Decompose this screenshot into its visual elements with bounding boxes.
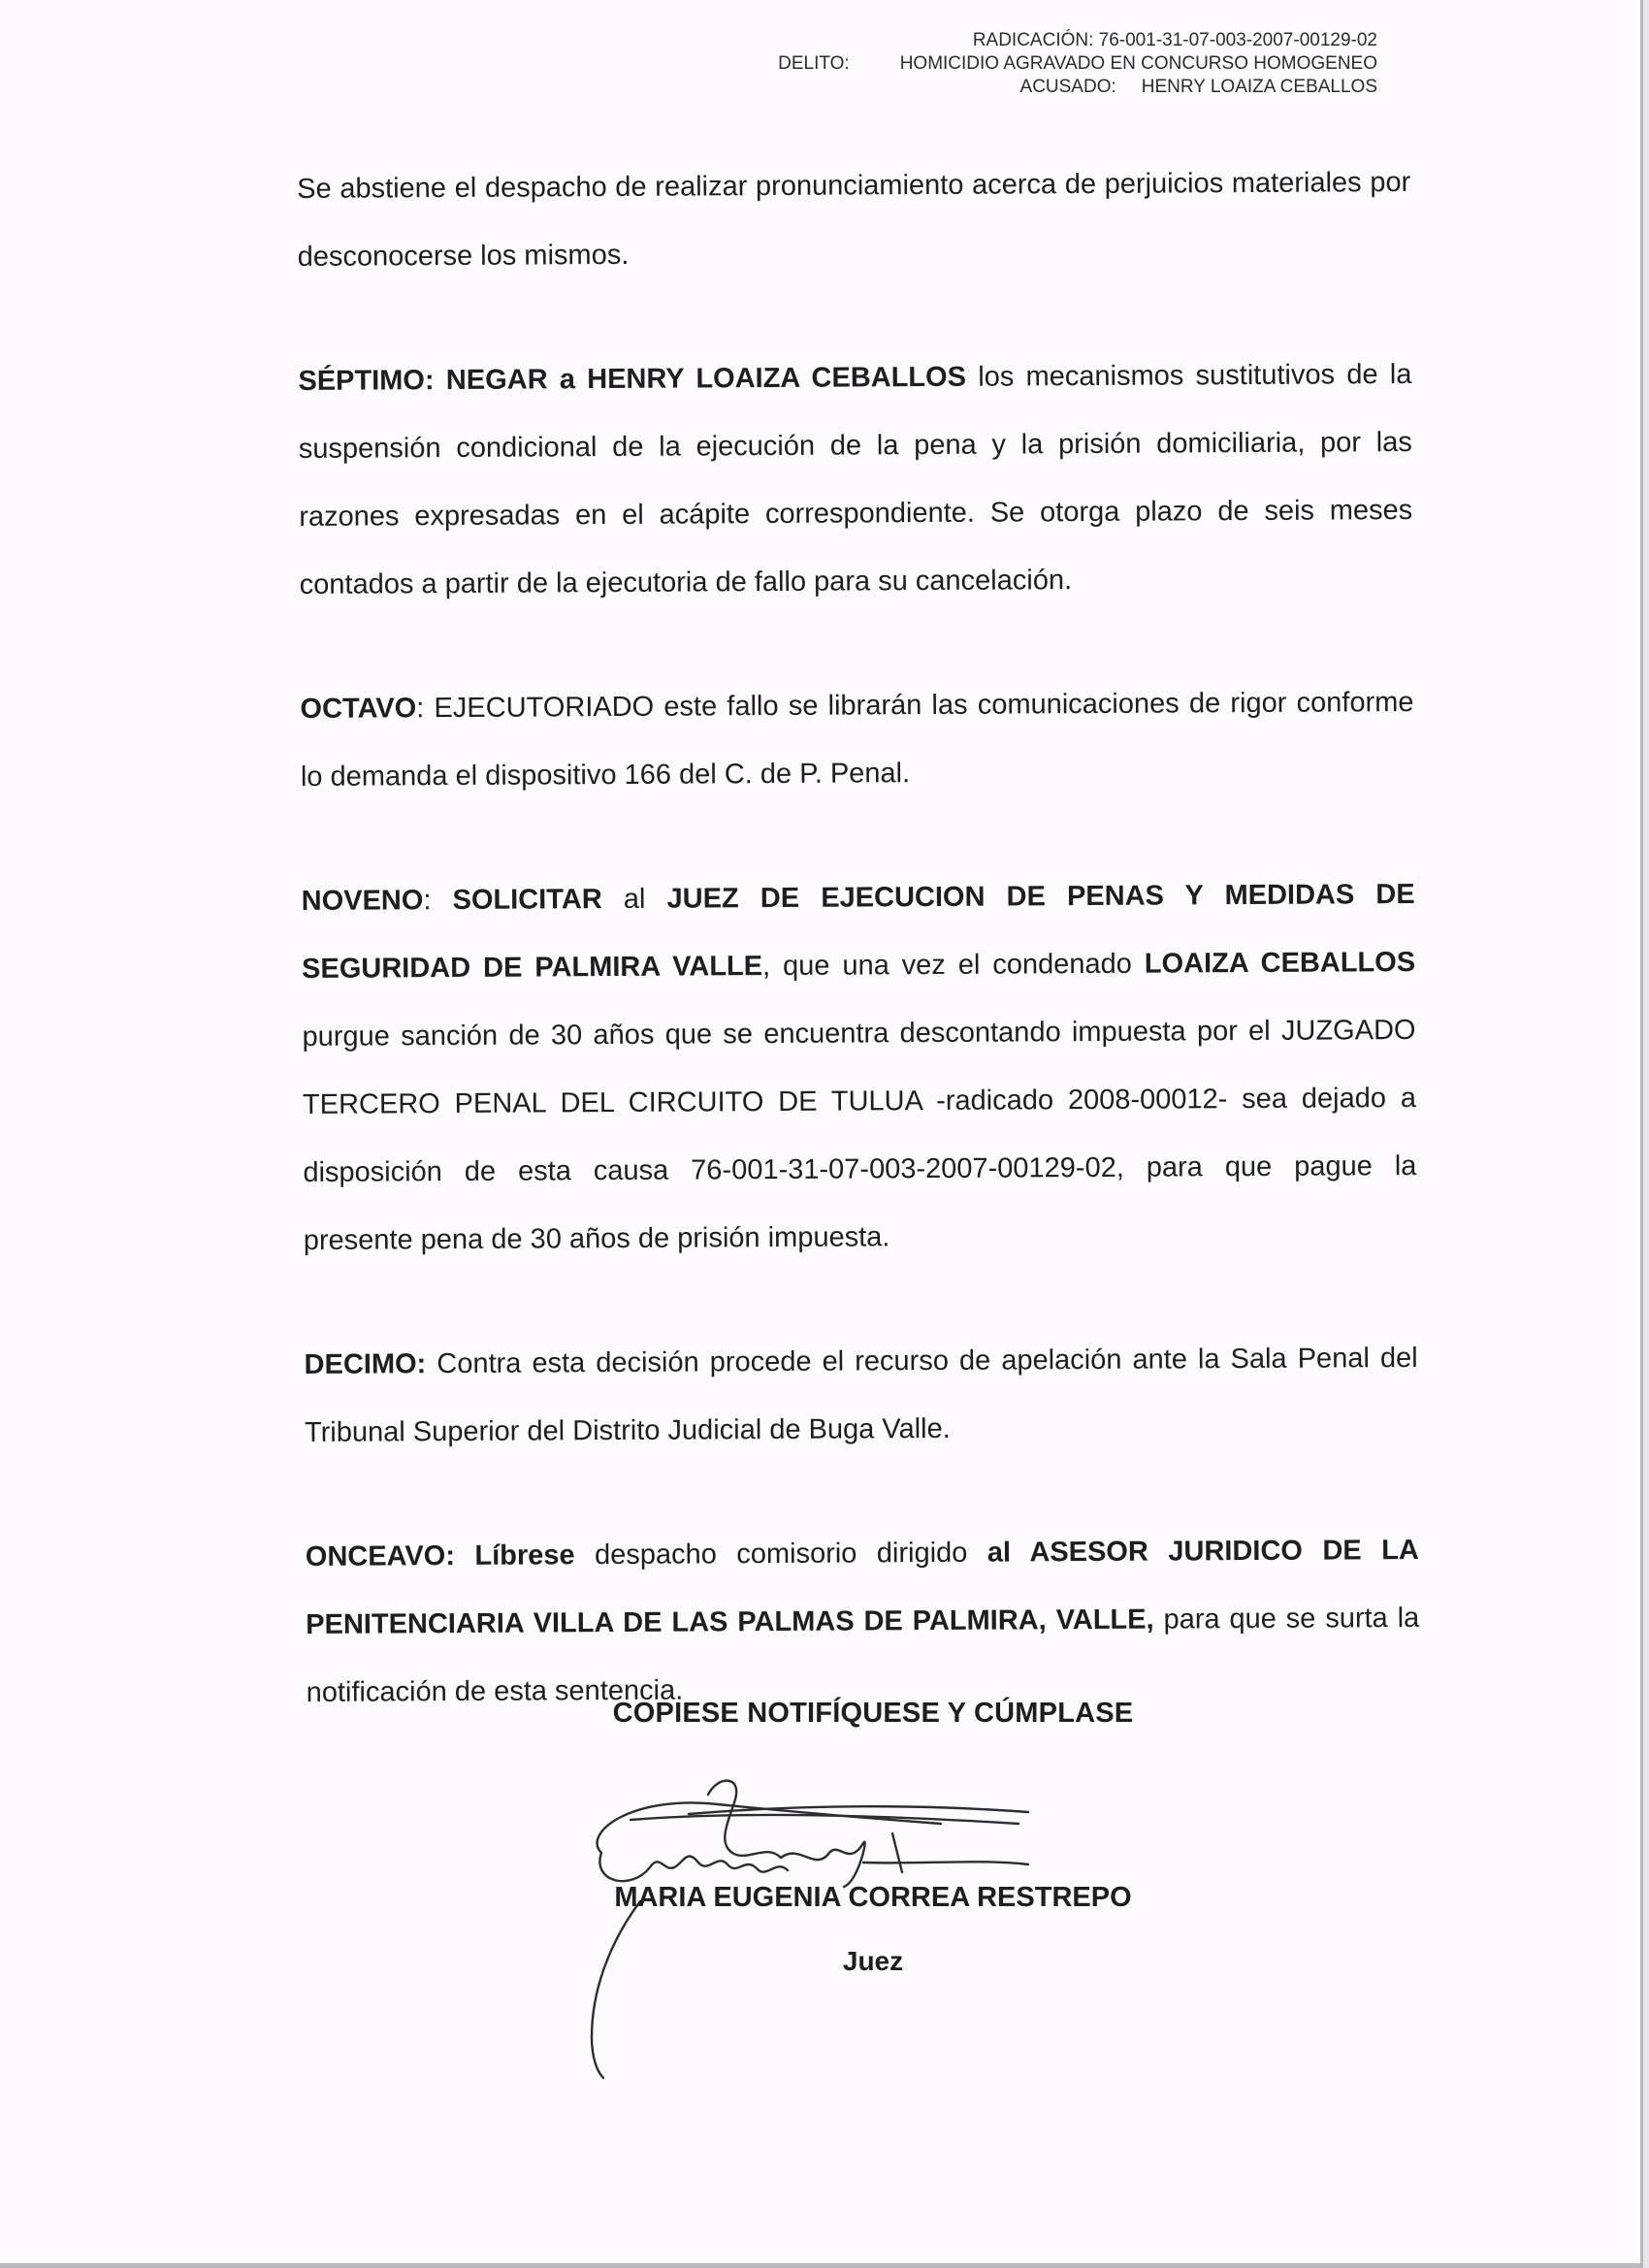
closing-formula: COPIESE NOTIFÍQUESE Y CÚMPLASE (612, 1698, 1134, 1729)
radicacion-text: RADICACIÓN: 76-001-31-07-003-2007-00129-02 (972, 30, 1377, 50)
acusado-label: ACUSADO: (1019, 77, 1116, 97)
page-edge-shadow (1640, 0, 1643, 2268)
octavo-heading: OCTAVO (300, 693, 417, 725)
noveno-solicitar: SOLICITAR (452, 884, 602, 917)
delito-label: DELITO: (778, 53, 850, 74)
octavo-text: : EJECUTORIADO este fallo se librarán las comunicaciones de rigor conforme lo demanda el dispositivo 166 del C. de P. Penal. (300, 686, 1414, 793)
onceavo-heading: ONCEAVO: Líbrese (305, 1539, 575, 1572)
judge-title: Juez (842, 1946, 904, 1976)
judge-name: MARIA EUGENIA CORREA RESTREPO (614, 1882, 1132, 1913)
perjuicios-text: Se abstiene el despacho de realizar pronunciamiento acerca de perjuicios materiales por desconocerse los mismos. (297, 166, 1411, 273)
paragraph-noveno (301, 860, 1417, 1275)
radicacion-line (778, 29, 1377, 52)
delito-line (778, 52, 1377, 76)
septimo-heading: SÉPTIMO: NEGAR a HENRY LOAIZA CEBALLOS (298, 361, 967, 397)
noveno-juez: JUEZ DE EJECUCION DE PENAS Y MEDIDAS DE SEGURIDAD DE PALMIRA VALLE (302, 878, 1415, 985)
noveno-sep: : (423, 885, 453, 917)
handwritten-signature (572, 1775, 1154, 2086)
paragraph-decimo (304, 1324, 1418, 1467)
resolution-body (297, 148, 1420, 1783)
noveno-al: al (601, 883, 667, 916)
acusado-line (778, 76, 1377, 99)
onceavo-mid: despacho comisorio dirigido (574, 1537, 987, 1571)
paragraph-perjuicios (297, 148, 1411, 291)
onceavo-rest: para que se surta la notificación de esta sentencia. (306, 1602, 1420, 1708)
onceavo-bold: al ASESOR JURIDICO DE LA PENITENCIARIA VILLA DE LAS PALMAS DE PALMIRA, VALLE, (306, 1534, 1419, 1640)
paragraph-octavo (300, 668, 1414, 811)
noveno-mid: , que una vez el condenado (761, 948, 1145, 983)
decimo-heading: DECIMO: (304, 1348, 427, 1380)
delito-value: HOMICIDIO AGRAVADO EN CONCURSO HOMOGENEO (899, 53, 1377, 74)
noveno-heading: NOVENO (301, 885, 424, 917)
noveno-name: LOAIZA CEBALLOS (1144, 946, 1416, 980)
noveno-rest: purgue sanción de 30 años que se encuentra descontando impuesta por el JUZGADO TERCERO PENAL DEL CIRCUITO DE TULUA -radicado 2008-00012- sea dejado a disposición de esta causa 76-001-31-07-003-2007-00129-02, para que pague la presente pena de 30 años de prisión impuesta. (302, 1014, 1417, 1256)
septimo-text: los mecanismos sustitutivos de la suspensión condicional de la ejecución de la pena y la prisión domiciliaria, por las razones expresadas en el acápite correspondiente. Se otorga plazo de seis meses contados a partir de la ejecutoria de fallo para su cancelación. (298, 358, 1413, 600)
acusado-value: HENRY LOAIZA CEBALLOS (1141, 77, 1377, 97)
case-header (778, 29, 1377, 99)
paragraph-onceavo (306, 1516, 1420, 1727)
paragraph-septimo (298, 340, 1413, 619)
decimo-text: Contra esta decisión procede el recurso de apelación ante la Sala Penal del Tribunal Superior del Distrito Judicial de Buga Valle. (304, 1342, 1418, 1448)
